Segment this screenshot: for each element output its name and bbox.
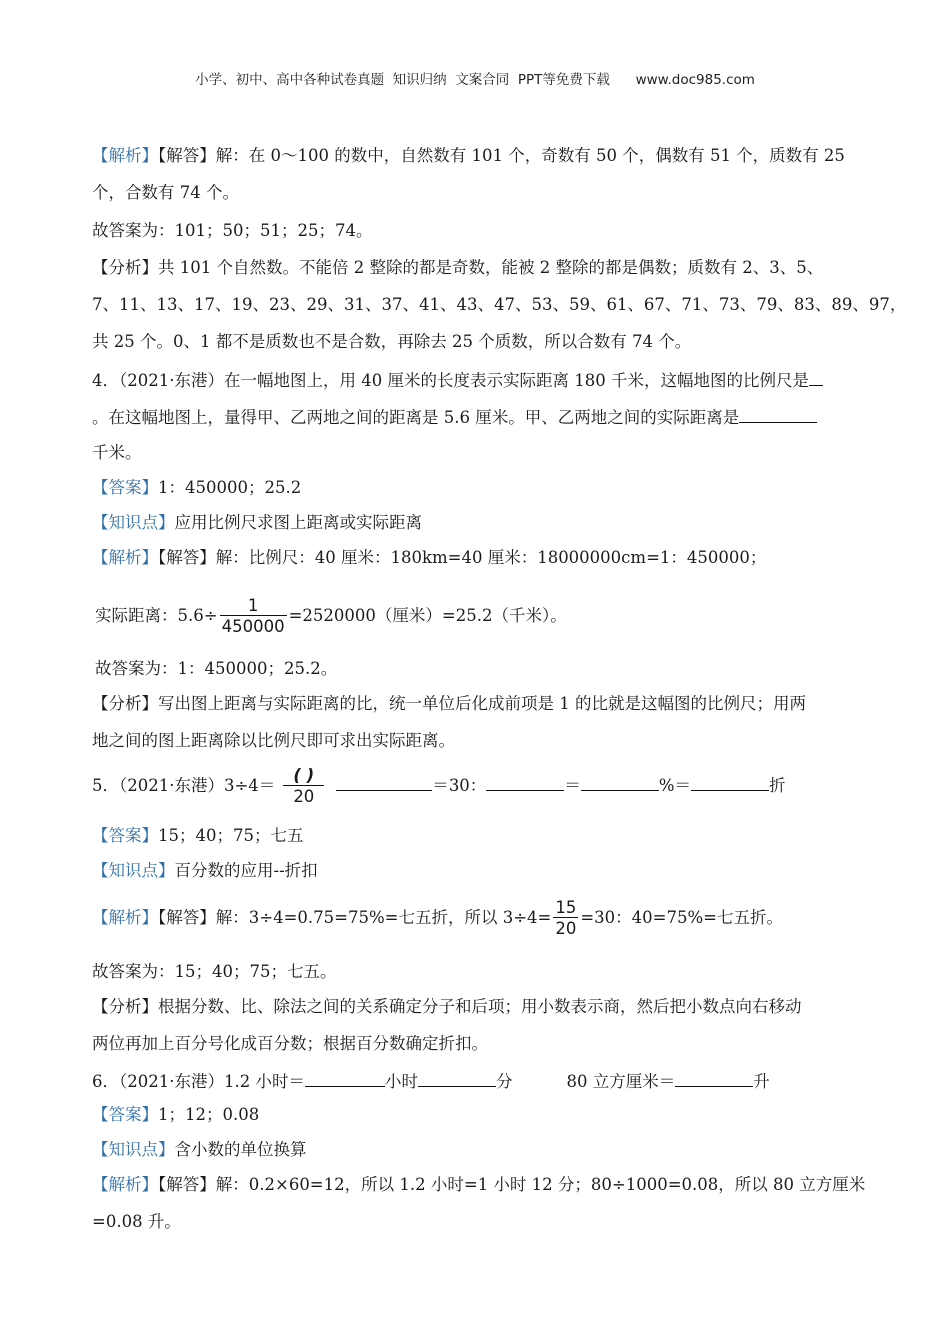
- knowledge-tag: 【知识点】: [92, 861, 175, 880]
- answer-blank: [691, 774, 769, 791]
- q4-jiexi: 【解析】【解答】解：比例尺：40 厘米：180km=40 厘米：18000000cm=1：450000；: [92, 548, 767, 567]
- page-header: 小学、初中、高中各种试卷真题 知识归纳 文案合同 PPT等免费下载 www.doc985.com: [195, 72, 755, 88]
- q6-answer: 【答案】1；12；0.08: [92, 1105, 260, 1124]
- q3-answer-summary: 故答案为：101；50；51；25；74。: [92, 221, 373, 240]
- q6-question: 6．（2021·东港）1.2 小时＝ 小时 分 80 立方厘米＝ 升: [92, 1072, 770, 1091]
- knowledge-tag: 【知识点】: [92, 1140, 175, 1159]
- q3-fenxi-3: 共 25 个。0、1 都不是质数也不是合数，再除去 25 个质数，所以合数有 74 个。: [92, 332, 692, 351]
- answer-blank: [581, 774, 659, 791]
- knowledge-tag: 【知识点】: [92, 513, 175, 532]
- q5-fenxi-2: 两位再加上百分号化成百分数；根据百分数确定折扣。: [92, 1034, 488, 1053]
- answer-blank: [418, 1070, 496, 1087]
- jiexi-tag: 【解析】: [92, 146, 158, 165]
- q3-jiexi-line: [92, 146, 862, 166]
- q5-question: 5．（2021·东港）3÷4＝ $\frac{( )}{20}$ ＝30： ＝ %＝ 折: [92, 766, 786, 806]
- fraction: $\frac{1}{450000}$: [221, 596, 285, 636]
- answer-blank: [486, 774, 564, 791]
- q5-answer: 【答案】15；40；75；七五: [92, 826, 304, 845]
- q6-jiexi: 【解析】【解答】解：0.2×60=12，所以 1.2 小时=1 小时 12 分；80÷1000=0.08，所以 80 立方厘米: [92, 1175, 866, 1194]
- answer-blank: [336, 774, 432, 791]
- q5-knowledge-point: 【知识点】百分数的应用--折扣: [92, 861, 318, 880]
- q4-question-line3: 千米。: [92, 443, 142, 462]
- fraction: $\frac{15}{20}$: [555, 898, 577, 938]
- q4-fenxi-2: 地之间的图上距离除以比例尺即可求出实际距离。: [92, 731, 455, 750]
- jiexi-tag: 【解析】: [92, 548, 158, 567]
- answer-tag: 【答案】: [92, 826, 158, 845]
- q4-question-line2: 。在这幅地图上，量得甲、乙两地之间的距离是 5.6 厘米。甲、乙两地之间的实际距离是: [92, 406, 862, 428]
- fraction: $\frac{( )}{20}$: [283, 767, 324, 806]
- q5-fenxi-1: 【分析】根据分数、比、除法之间的关系确定分子和后项；用小数表示商，然后把小数点向右移动: [92, 997, 802, 1016]
- answer-blank: [739, 406, 817, 423]
- q4-knowledge-point: 【知识点】应用比例尺求图上距离或实际距离: [92, 513, 422, 532]
- answer-blank: [305, 1070, 385, 1087]
- q4-answer-summary: 故答案为：1：450000；25.2。: [95, 659, 338, 678]
- jiexi-tag: 【解析】: [92, 1175, 158, 1194]
- q4-question-line1: 4．（2021·东港）在一幅地图上，用 40 厘米的长度表示实际距离 180 千米，这幅地图的比例尺是: [92, 369, 862, 391]
- q3-fenxi-2: 7、11、13、17、19、23、29、31、37、41、43、47、53、59、61、67、71、73、79、83、89、97，: [92, 295, 907, 314]
- jiexi-tag: 【解析】: [92, 908, 158, 927]
- q5-jiexi: 【解析】【解答】解：3÷4=0.75=75%=七五折，所以 3÷4= $\frac{15}{20}$ =30：40=75%=七五折。: [92, 898, 783, 938]
- jiexi-text: 【解答】解：在 0～100 的数中，自然数有 101 个，奇数有 50 个，偶数有 51 个，质数有 25: [158, 146, 845, 165]
- answer-blank: [675, 1070, 753, 1087]
- answer-tag: 【答案】: [92, 1105, 158, 1124]
- q3-fenxi-1: 【分析】共 101 个自然数。不能倍 2 整除的都是奇数，能被 2 整除的都是偶数；质数有 2、3、5、: [92, 258, 824, 277]
- answer-tag: 【答案】: [92, 478, 158, 497]
- q6-knowledge-point: 【知识点】含小数的单位换算: [92, 1140, 307, 1159]
- q5-answer-summary: 故答案为：15；40；75；七五。: [92, 962, 337, 981]
- q3-jiexi-line2: 个，合数有 74 个。: [92, 183, 239, 202]
- q4-answer: 【答案】1：450000；25.2: [92, 478, 302, 497]
- answer-blank: [809, 369, 823, 386]
- q4-fenxi-1: 【分析】写出图上距离与实际距离的比，统一单位后化成前项是 1 的比就是这幅图的比例尺；用两: [92, 694, 806, 713]
- q4-calc: 实际距离：5.6÷ $\frac{1}{450000}$ =2520000（厘米）=25.2（千米）。: [95, 596, 567, 636]
- q6-jiexi-2: =0.08 升。: [92, 1212, 181, 1231]
